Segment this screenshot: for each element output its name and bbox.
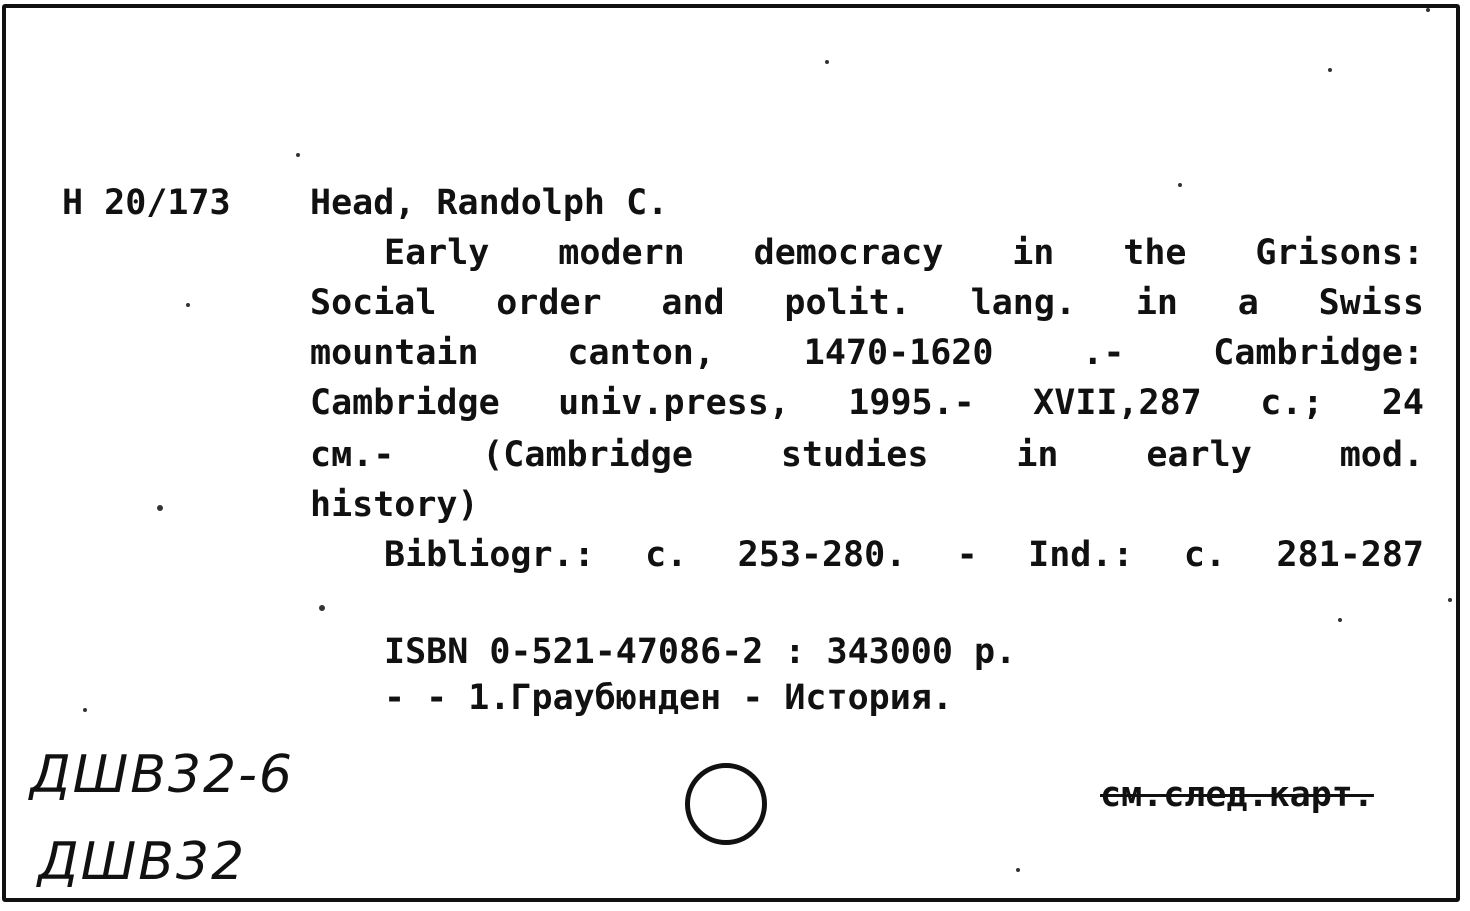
author-heading: Head, Randolph C. xyxy=(310,183,669,223)
title-line-6: history) xyxy=(310,485,479,525)
bibliography-note: Bibliogr.: c. 253-280. - Ind.: c. 281-287 xyxy=(384,535,1424,575)
title-line-1: Early modern democracy in the Grisons: xyxy=(384,233,1424,273)
title-line-4: Cambridge univ.press, 1995.- XVII,287 c.; 24 xyxy=(310,383,1424,423)
shelf-mark-2: ДШВ32 xyxy=(38,832,247,892)
continuation-note: см.след.карт. xyxy=(1100,775,1374,815)
punch-hole xyxy=(685,763,767,845)
title-line-5: cм.- (Cambridge studies in early mod. xyxy=(310,435,1424,475)
isbn-price: ISBN 0-521-47086-2 : 343000 р. xyxy=(384,632,1017,672)
subject-heading: - - 1.Граубюнден - История. xyxy=(384,678,953,718)
shelf-mark-1: ДШВ32-6 xyxy=(30,745,294,805)
title-line-3: mountain canton, 1470-1620 .- Cambridge: xyxy=(310,333,1424,373)
call-number: H 20/173 xyxy=(62,183,231,223)
title-line-2: Social order and polit. lang. in a Swiss xyxy=(310,283,1424,323)
